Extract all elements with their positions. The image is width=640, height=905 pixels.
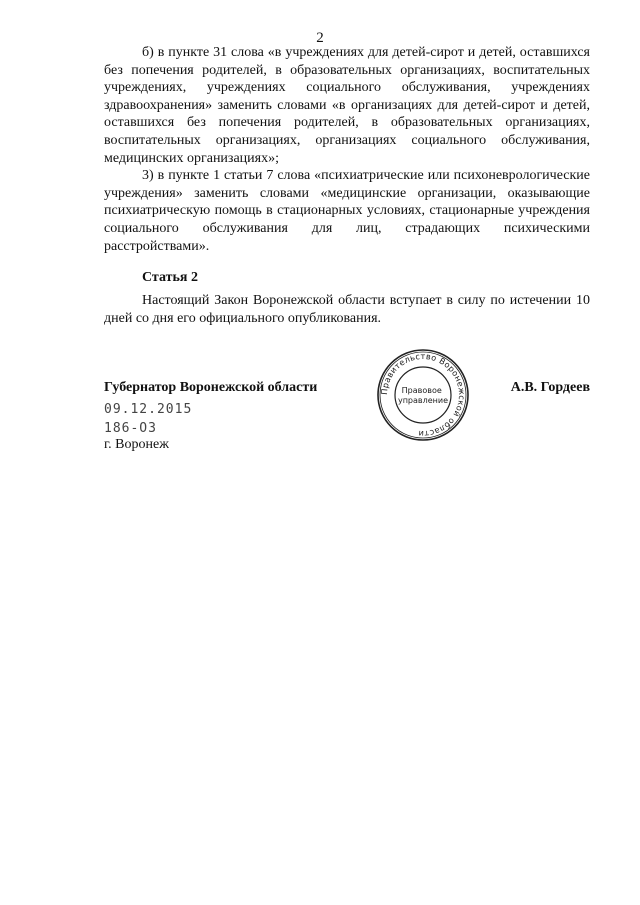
law-city: г. Воронеж [104, 437, 169, 452]
signatory-name: А.В. Гордеев [510, 380, 590, 395]
official-stamp [375, 347, 471, 443]
law-date: 09.12.2015 [104, 402, 193, 417]
stamp-ring-text: Правительство Воронежской области [378, 350, 468, 440]
signature-block [104, 380, 590, 404]
page-number: 2 [316, 30, 324, 46]
article-2-paragraph: Настоящий Закон Воронежской области вступает в силу по истечении 10 дней со дня его официального опубликования. [104, 293, 590, 326]
article-2-body [104, 292, 590, 327]
article-2-heading: Статья 2 [142, 270, 198, 285]
signatory-title: Губернатор Воронежской области [104, 380, 318, 395]
stamp-center-text: Правовое управление [397, 386, 449, 405]
amendment-list [104, 44, 590, 255]
paragraph-b: б) в пункте 31 слова «в учреждениях для детей-сирот и детей, оставшихся без попечения родителей, в образовательных организациях, воспитательных учреждениях, учреждениях социального обслуживания, учреждениях здравоохранения» заменить словами «в организациях для детей-сирот и детей, оставшихся без попечения родителей, в образовательных организациях, воспитательных организациях, организациях социального обслуживания, медицинских организациях»; [104, 45, 590, 166]
law-number: 186-ОЗ [104, 421, 157, 436]
paragraph-3: 3) в пункте 1 статьи 7 слова «психиатрические или психоневрологические учреждения» заменить словами «медицинские организации, оказывающие психиатрическую помощь в стационарных условиях, стационарные учреждения социального обслуживания для лиц, страдающих психическими расстройствами». [104, 168, 590, 254]
